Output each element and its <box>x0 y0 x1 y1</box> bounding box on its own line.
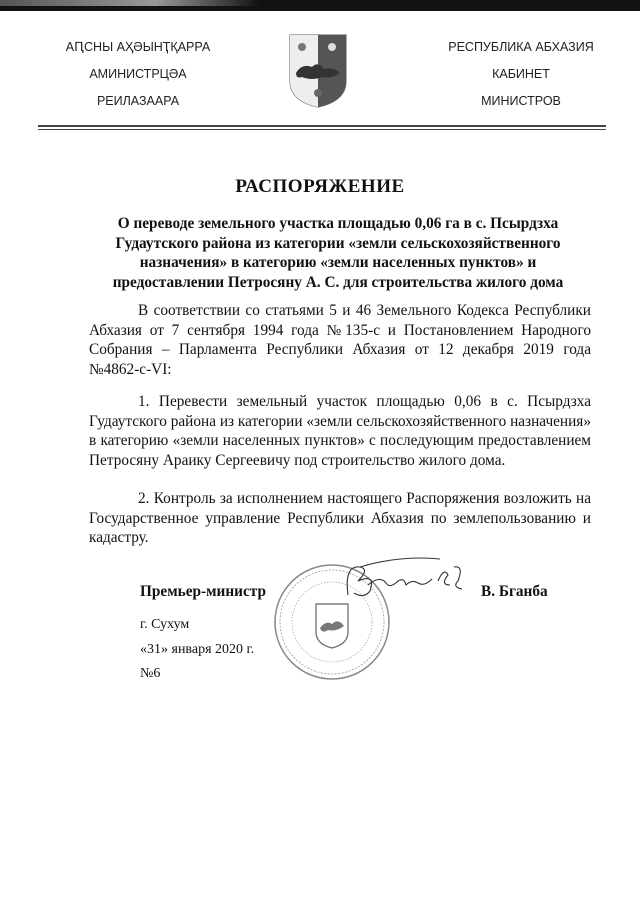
header-right-line: МИНИСТРОВ <box>481 94 561 108</box>
issue-date: «31» января 2020 г. <box>140 642 255 657</box>
header-right-line: РЕСПУБЛИКА АБХАЗИЯ <box>448 40 594 54</box>
header-right <box>421 34 621 115</box>
signer-position: Премьер-министр <box>140 583 266 600</box>
header-left-line: РЕИЛАЗААРА <box>96 94 180 108</box>
coat-of-arms-emblem <box>288 33 348 109</box>
header-rule <box>38 125 606 127</box>
header-right-line: КАБИНЕТ <box>492 67 550 81</box>
preamble-paragraph: В соответствии со статьями 5 и 46 Земельного Кодекса Республики Абхазия от 7 сентября 1994 года №135-с и Постановлением Народного Собрания – Парламента Республики Абхазия от 12 декабря 2019 года №4862-с-VI: <box>89 302 591 378</box>
document-number: №6 <box>140 666 161 681</box>
header-left-line: АԤСНЫ АҲӘЫНҬҚАРРА <box>65 40 211 54</box>
issue-city: г. Сухум <box>140 617 190 632</box>
header-left-line: АМИНИСТРЦӘА <box>89 67 187 81</box>
document-subtitle: О переводе земельного участка площадью 0,06 га в с. Псырдзха Гудаутского района из категории «земли сельскохозяйственного назначения» в категорию «земли населенных пунктов» и предоставлении Петросяну А. С. для строительства жилого дома <box>112 215 564 291</box>
order-item-2: 2. Контроль за исполнением настоящего Распоряжения возложить на Государственное управление Республики Абхазия по землепользованию и кадастру. <box>89 490 591 546</box>
scan-border <box>0 0 640 11</box>
order-item-1: 1. Перевести земельный участок площадью 0,06 в с. Псырдзха Гудаутского района из категории «земли сельскохозяйственного назначения» в категорию «земли населенных пунктов» с последующим предоставлением Петросяну Араику Сергеевичу под строительство жилого дома. <box>89 393 591 469</box>
header-left <box>38 34 238 115</box>
signer-name: В. Бганба <box>481 583 548 600</box>
header-rule <box>38 129 606 130</box>
handwritten-signature <box>340 555 470 605</box>
document-title: РАСПОРЯЖЕНИЕ <box>235 176 405 197</box>
